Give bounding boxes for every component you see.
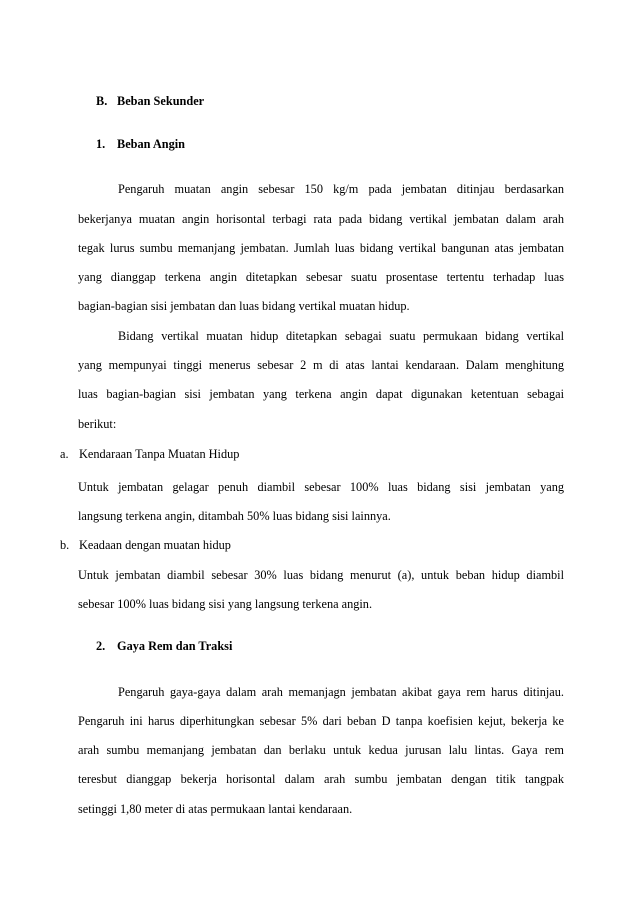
paragraph-1-line-5: bagian-bagian sisi jembatan dan luas bidang vertikal muatan hidup. <box>78 299 410 313</box>
section-heading-b-number: B. <box>96 94 108 108</box>
subsection-heading-2 <box>96 638 232 654</box>
list-item-a <box>60 446 239 462</box>
section-heading-b <box>96 93 204 109</box>
subsection-heading-1-title: Beban Angin <box>117 137 186 151</box>
list-item-b <box>60 537 231 553</box>
subsection-heading-2-title: Gaya Rem dan Traksi <box>117 639 233 653</box>
paragraph-2-line-1: Bidang vertikal muatan hidup ditetapkan sebagai suatu permukaan bidang vertikal <box>118 329 564 343</box>
subsection-heading-1 <box>96 136 185 152</box>
paragraph-3-line-3: arah sumbu memanjang jembatan dan berlaku untuk kedua jurusan lalu lintas. Gaya rem <box>78 743 564 757</box>
list-item-b-line-1: Untuk jembatan diambil sebesar 30% luas bidang menurut (a), untuk beban hidup diambil <box>78 568 564 582</box>
list-item-b-line-2: sebesar 100% luas bidang sisi yang langsung terkena angin. <box>78 597 373 611</box>
paragraph-3-line-1: Pengaruh gaya-gaya dalam arah memanjagn jembatan akibat gaya rem harus ditinjau. <box>118 685 564 699</box>
subsection-heading-2-number: 2. <box>96 639 106 653</box>
subsection-heading-1-number: 1. <box>96 137 106 151</box>
list-item-a-line-1: Untuk jembatan gelagar penuh diambil sebesar 100% luas bidang sisi jembatan yang <box>78 480 564 494</box>
paragraph-3-line-5: setinggi 1,80 meter di atas permukaan lantai kendaraan. <box>78 802 353 816</box>
list-item-a-marker: a. <box>60 447 69 461</box>
paragraph-2-line-4: berikut: <box>78 417 117 431</box>
paragraph-1-line-3: tegak lurus sumbu memanjang jembatan. Jumlah luas bidang vertikal bangunan atas jembatan <box>78 241 564 255</box>
list-item-b-marker: b. <box>60 538 70 552</box>
paragraph-3-line-2: Pengaruh ini harus diperhitungkan sebesar 5% dari beban D tanpa koefisien kejut, bekerja ke <box>78 714 564 728</box>
paragraph-1-line-2: bekerjanya muatan angin horisontal terbagi rata pada bidang vertikal jembatan dalam arah <box>78 212 564 226</box>
list-item-a-line-2: langsung terkena angin, ditambah 50% luas bidang sisi lainnya. <box>78 509 391 523</box>
paragraph-2-line-3: luas bagian-bagian sisi jembatan yang terkena angin dapat digunakan ketentuan sebagai <box>78 387 564 401</box>
paragraph-1-line-1: Pengaruh muatan angin sebesar 150 kg/m pada jembatan ditinjau berdasarkan <box>118 182 564 196</box>
list-item-a-title: Kendaraan Tanpa Muatan Hidup <box>79 447 240 461</box>
paragraph-3-line-4: teresbut dianggap bekerja horisontal dalam arah sumbu jembatan dengan titik tangpak <box>78 772 564 786</box>
paragraph-2-line-2: yang mempunyai tinggi menerus sebesar 2 m di atas lantai kendaraan. Dalam menghitung <box>78 358 564 372</box>
section-heading-b-title: Beban Sekunder <box>117 94 205 108</box>
paragraph-1-line-4: yang dianggap terkena angin ditetapkan sebesar suatu prosentase tertentu terhadap luas <box>78 270 564 284</box>
list-item-b-title: Keadaan dengan muatan hidup <box>79 538 231 552</box>
